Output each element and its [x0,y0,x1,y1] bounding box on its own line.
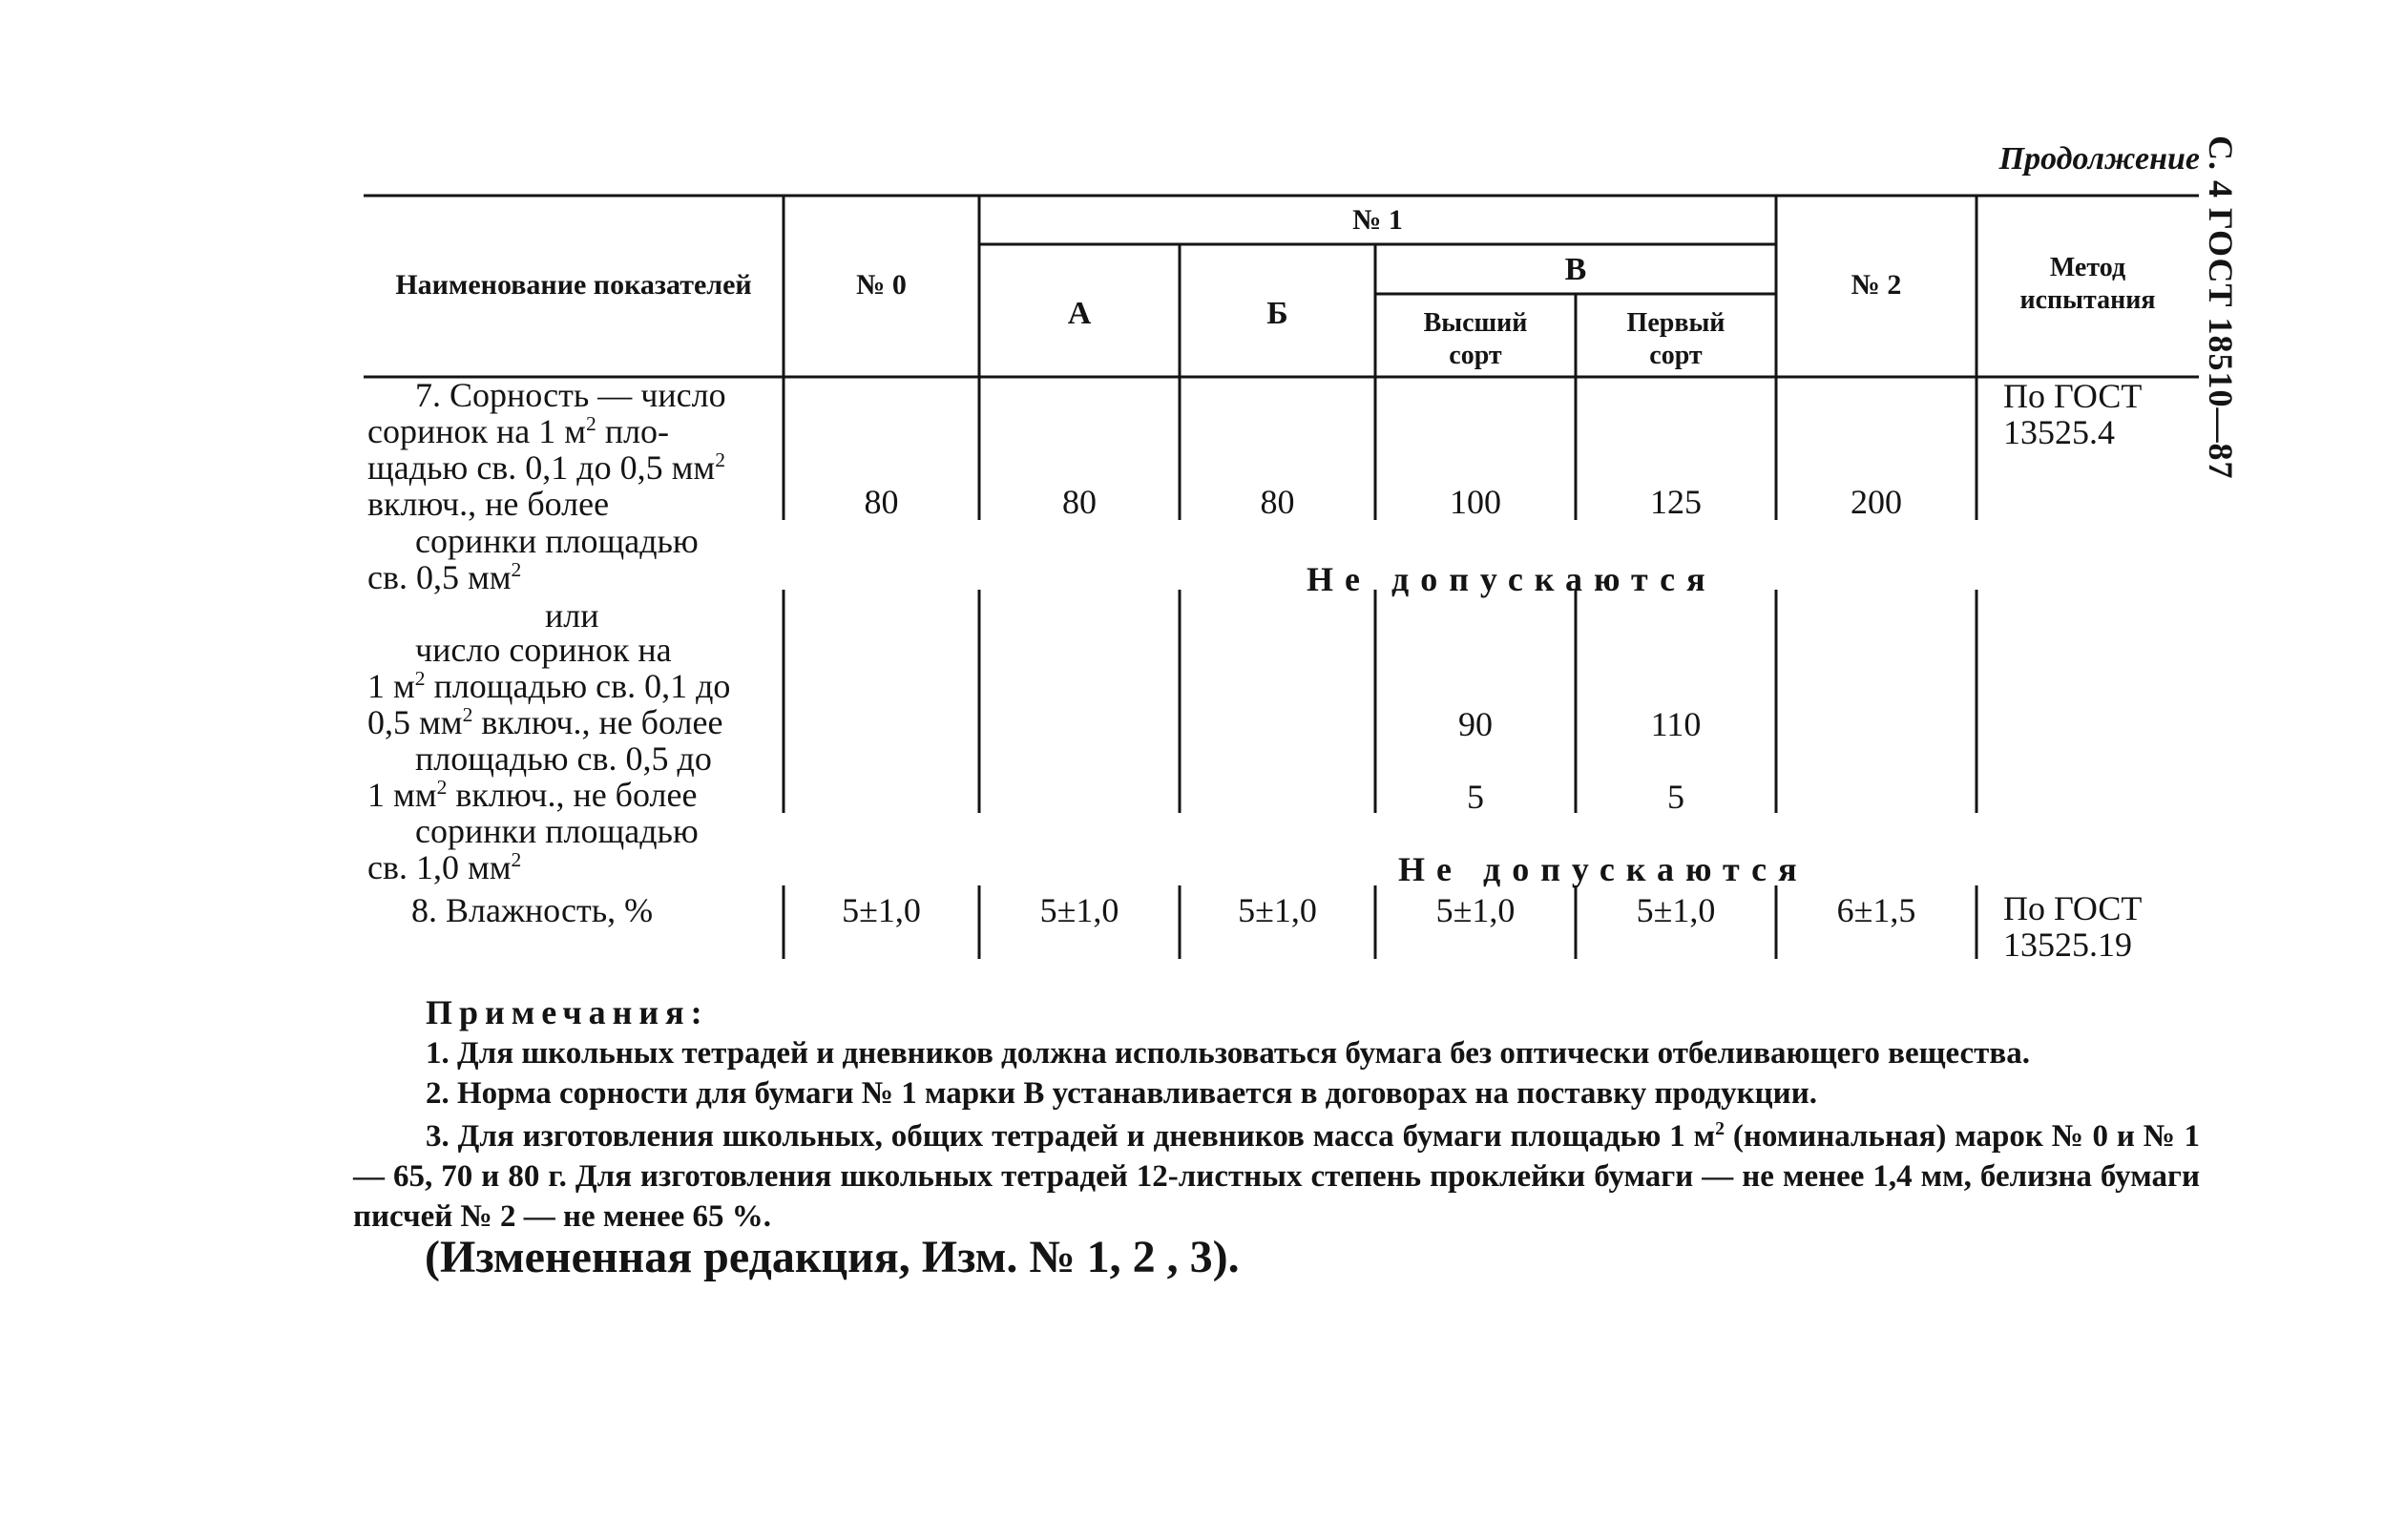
row8-value-first: 5±1,0 [1636,891,1716,929]
col-header-no1: № 1 [1352,204,1403,236]
row7d-label: площадью св. 0,5 до 1 $мм^2$ включ., не более [367,739,712,814]
col-header-b: Б [1266,296,1288,331]
notes-title: Примечания: [426,993,709,1031]
row8-value-highest: 5±1,0 [1435,891,1516,929]
row7c-value-highest: 90 [1458,705,1493,743]
row7-method: По ГОСТ 13525.4 [2003,377,2143,451]
row8-value-a: 5±1,0 [1039,891,1119,929]
col-header-highest-grade: Высший сорт [1423,308,1528,370]
row8-value-b: 5±1,0 [1238,891,1317,929]
page-header: С. 4 ГОСТ 18510—87 [2202,135,2240,480]
row7c-label: число соринок на 1 $м^2$ площадью св. 0,1 до 0,5 $мм^2$ включ., не более [367,631,731,741]
row7-value-no0: 80 [864,483,899,521]
continuation-label: Продолжение [1998,141,2200,177]
row8-value-no0: 5±1,0 [842,891,921,929]
row8-label: 8. Влажность, % [411,891,654,929]
note-3: 3. Для изготовления школьных, общих тетрадей и дневников масса бумаги площадью 1 $м^2$ (номинальная) марок № 0 и № 1 — 65, 70 и 80 г. Для изготовления школьных тетрадей 12-листных степень проклейки бумаги — не менее 1,4 мм, белизна бумаги писчей № 2 — не менее 65 %. [353,1118,2200,1234]
row8-method: По ГОСТ 13525.19 [2003,889,2143,964]
row7b-not-allowed: Не допускаются [1307,560,1717,598]
row7d-value-first: 5 [1667,778,1684,816]
row7-value-first: 125 [1650,483,1702,521]
or-label: или [545,596,599,635]
row7-value-no2: 200 [1851,483,1902,521]
row7-label: 7. Сорность — число соринок на 1 $м^2$ пло- щадью св. 0,1 до 0,5 $мм^2$ включ., не более [367,376,726,523]
col-header-v: В [1564,252,1587,287]
row7-value-highest: 100 [1450,483,1501,521]
row7e-not-allowed: Не допускаются [1398,850,1809,888]
row7e-label: соринки площадью св. 1,0 $мм^2$ [367,812,699,886]
row7d-value-highest: 5 [1467,778,1484,816]
row8-value-no2: 6±1,5 [1836,891,1916,929]
col-header-first-grade: Первый сорт [1626,308,1725,370]
col-header-no0: № 0 [856,269,907,301]
col-header-no2: № 2 [1851,269,1902,301]
note-2: 2. Норма сорности для бумаги № 1 марки В устанавливается в договорах на поставку продукции. [426,1076,1817,1111]
note-1: 1. Для школьных тетрадей и дневников должна использоваться бумага без оптически отбеливающего вещества. [426,1036,2030,1071]
edition-note: (Измененная редакция, Изм. № 1, 2 , 3). [425,1232,1240,1282]
col-header-method: Метод испытания [2019,253,2156,315]
row7c-value-first: 110 [1650,705,1702,743]
row7-value-a: 80 [1062,483,1097,521]
indicators-table [364,191,2199,973]
col-header-a: А [1067,296,1092,331]
col-header-name: Наименование показателей [395,269,752,301]
row7-value-b: 80 [1260,483,1295,521]
row7b-label: соринки площадью св. 0,5 $мм^2$ [367,522,699,596]
